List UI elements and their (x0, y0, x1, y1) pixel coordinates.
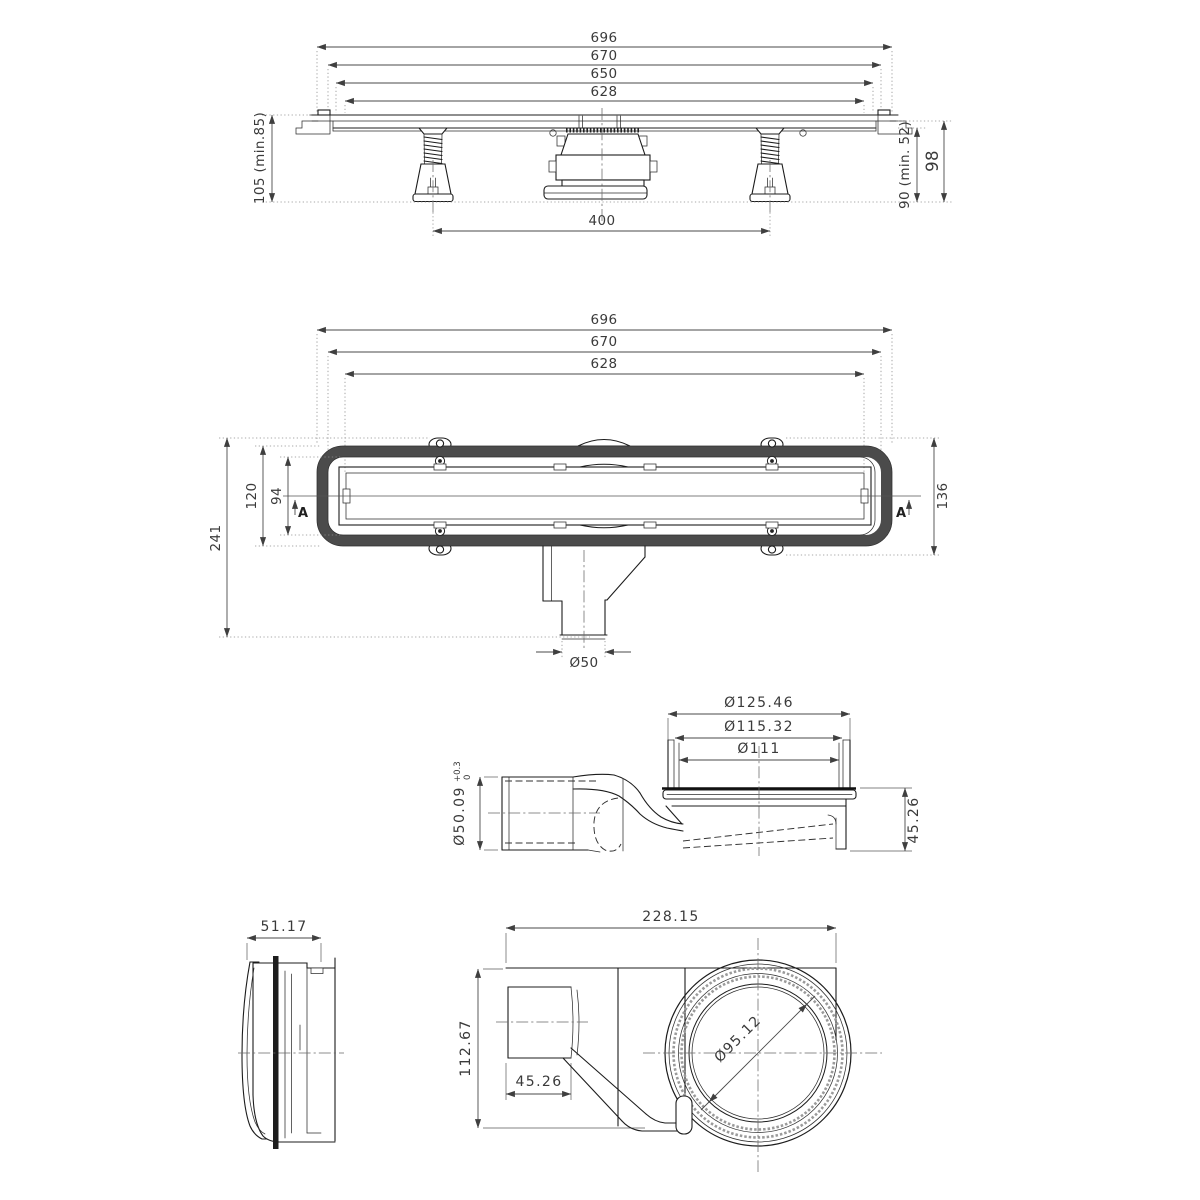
inlet-socket-top (496, 987, 588, 1058)
dim-label-51-17: 51.17 (260, 919, 308, 935)
dim-label-228-15: 228.15 (642, 909, 700, 925)
trap-inlet-pipe-section (488, 774, 683, 852)
section-label-a-right: A (895, 506, 907, 521)
dim-label-628-plan: 628 (590, 356, 618, 372)
trap-rim-bump (578, 440, 630, 447)
dim-label-650-front: 650 (590, 66, 618, 82)
bore-diameter-dim (701, 996, 815, 1110)
section-a-a-view (452, 695, 922, 856)
dim-label-112-67: 112.67 (458, 1019, 474, 1077)
tolerance-upper: +0.3 (453, 761, 463, 782)
dim-label-94: 94 (269, 487, 285, 505)
dim-label-125-46: Ø125.46 (724, 695, 794, 711)
tolerance-lower: 0 (463, 774, 473, 780)
trap-body-front (544, 108, 657, 222)
dim-label-45-26-top: 45.26 (515, 1074, 563, 1090)
adjustable-foot-left (413, 128, 453, 213)
plan-view (208, 312, 951, 671)
dim-label-115-32: Ø115.32 (724, 719, 794, 735)
section-label-a-left: A (297, 506, 309, 521)
dim-label-696-front: 696 (590, 30, 618, 46)
adjustable-foot-right (750, 128, 790, 213)
front-elevation-view (252, 30, 952, 236)
dim-label-400: 400 (588, 213, 616, 229)
dim-label-outlet-50: Ø50 (569, 655, 599, 671)
dim-label-120: 120 (244, 482, 260, 510)
dim-label-98: 98 (923, 150, 942, 172)
dim-label-241: 241 (208, 524, 224, 552)
trap-top-view (458, 909, 882, 1172)
dim-label-628-front: 628 (590, 84, 618, 100)
dim-label-95-12: Ø95.12 (711, 1012, 765, 1066)
dim-label-105: 105 (min.85) (252, 111, 268, 205)
dim-label-45-26-section: 45.26 (906, 796, 922, 844)
trap-side-body (238, 956, 344, 1149)
trap-side-view (238, 919, 344, 1149)
dim-label-696-plan: 696 (590, 312, 618, 328)
dim-label-90: 90 (min. 52) (897, 120, 913, 210)
dim-label-136: 136 (935, 482, 951, 510)
dim-label-111: Ø111 (737, 741, 781, 757)
dim-label-670-front: 670 (590, 48, 618, 64)
dim-label-50-09: Ø50.09 (452, 786, 468, 846)
trap-cup-section (662, 740, 856, 856)
section-line-a-a (283, 496, 921, 521)
outlet-plan (536, 546, 645, 671)
dim-label-670-plan: 670 (590, 334, 618, 350)
